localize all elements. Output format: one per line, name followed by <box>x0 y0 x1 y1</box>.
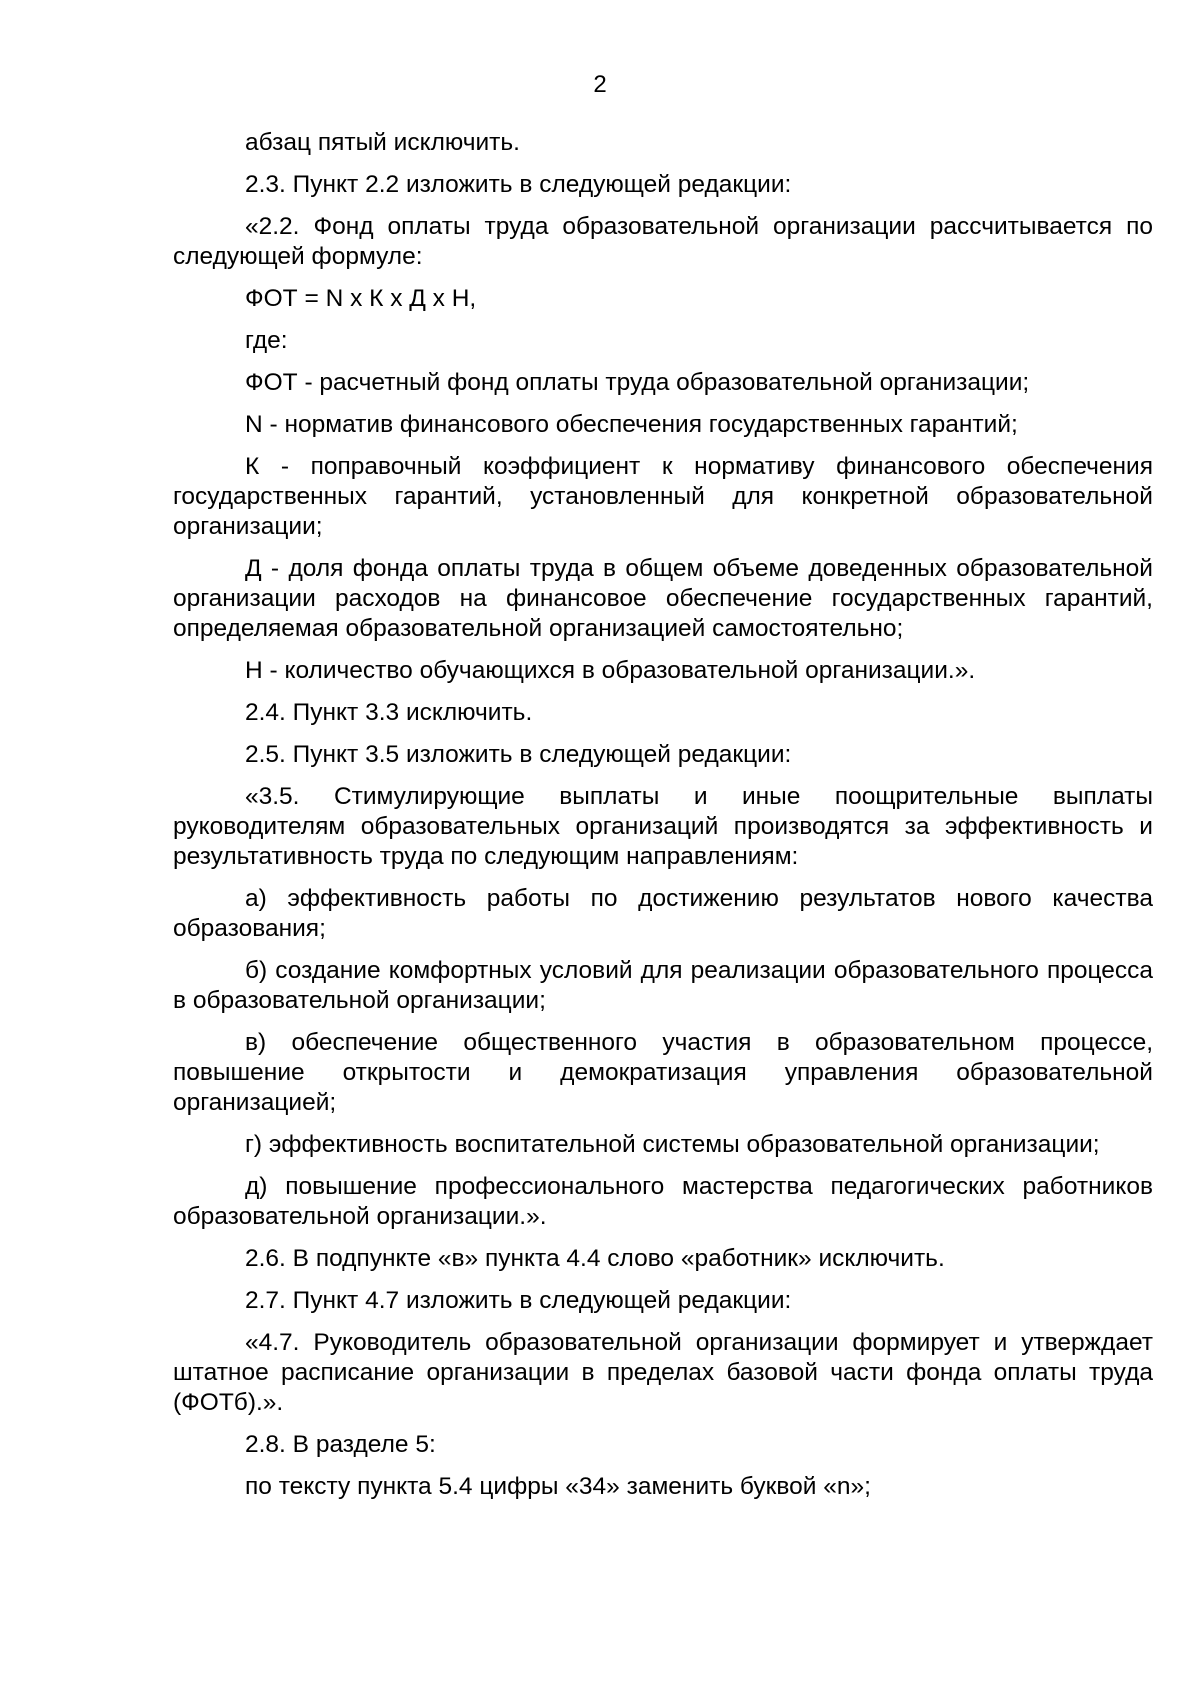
paragraph: 2.3. Пункт 2.2 изложить в следующей редакции: <box>245 171 792 198</box>
paragraph: г) эффективность воспитательной системы образовательной организации; <box>245 1131 1100 1158</box>
paragraph: Н - количество обучающихся в образовательной организации.». <box>245 657 976 684</box>
paragraph: К - поправочный коэффициент к нормативу финансового обеспечения государственных гарантий, установленный для конкретной образовательной организации; <box>173 453 1153 540</box>
paragraph: а) эффективность работы по достижению результатов нового качества образования; <box>173 885 1153 942</box>
paragraph: б) создание комфортных условий для реализации образовательного процесса в образовательной организации; <box>173 957 1153 1014</box>
paragraph: ФОТ - расчетный фонд оплаты труда образовательной организации; <box>245 369 1030 396</box>
paragraph: по тексту пункта 5.4 цифры «34» заменить буквой «n»; <box>245 1473 871 1500</box>
paragraph: 2.5. Пункт 3.5 изложить в следующей редакции: <box>245 741 792 768</box>
paragraph: абзац пятый исключить. <box>245 129 520 156</box>
formula: ФОТ = N x К x Д x Н, <box>245 285 477 312</box>
paragraph: д) повышение профессионального мастерства педагогических работников образовательной организации.». <box>173 1173 1153 1230</box>
paragraph: Д - доля фонда оплаты труда в общем объеме доведенных образовательной организации расходов на финансовое обеспечение государственных гарантий, определяемая образовательной организацией самостоятельно; <box>173 555 1153 642</box>
document-body <box>173 128 1153 1514</box>
paragraph: «2.2. Фонд оплаты труда образовательной организации рассчитывается по следующей формуле: <box>173 213 1153 270</box>
paragraph: 2.6. В подпункте «в» пункта 4.4 слово «работник» исключить. <box>245 1245 945 1272</box>
page-number: 2 <box>593 71 607 98</box>
paragraph: «4.7. Руководитель образовательной организации формирует и утверждает штатное расписание организации в пределах базовой части фонда оплаты труда (ФОТб).». <box>173 1329 1153 1416</box>
paragraph: N - норматив финансового обеспечения государственных гарантий; <box>245 411 1018 438</box>
paragraph: 2.8. В разделе 5: <box>245 1431 436 1458</box>
paragraph: где: <box>245 327 288 354</box>
paragraph: 2.4. Пункт 3.3 исключить. <box>245 699 533 726</box>
paragraph: в) обеспечение общественного участия в образовательном процессе, повышение открытости и демократизация управления образовательной организацией; <box>173 1029 1153 1116</box>
paragraph: 2.7. Пункт 4.7 изложить в следующей редакции: <box>245 1287 792 1314</box>
paragraph: «3.5. Стимулирующие выплаты и иные поощрительные выплаты руководителям образовательных организаций производятся за эффективность и результативность труда по следующим направлениям: <box>173 783 1153 870</box>
